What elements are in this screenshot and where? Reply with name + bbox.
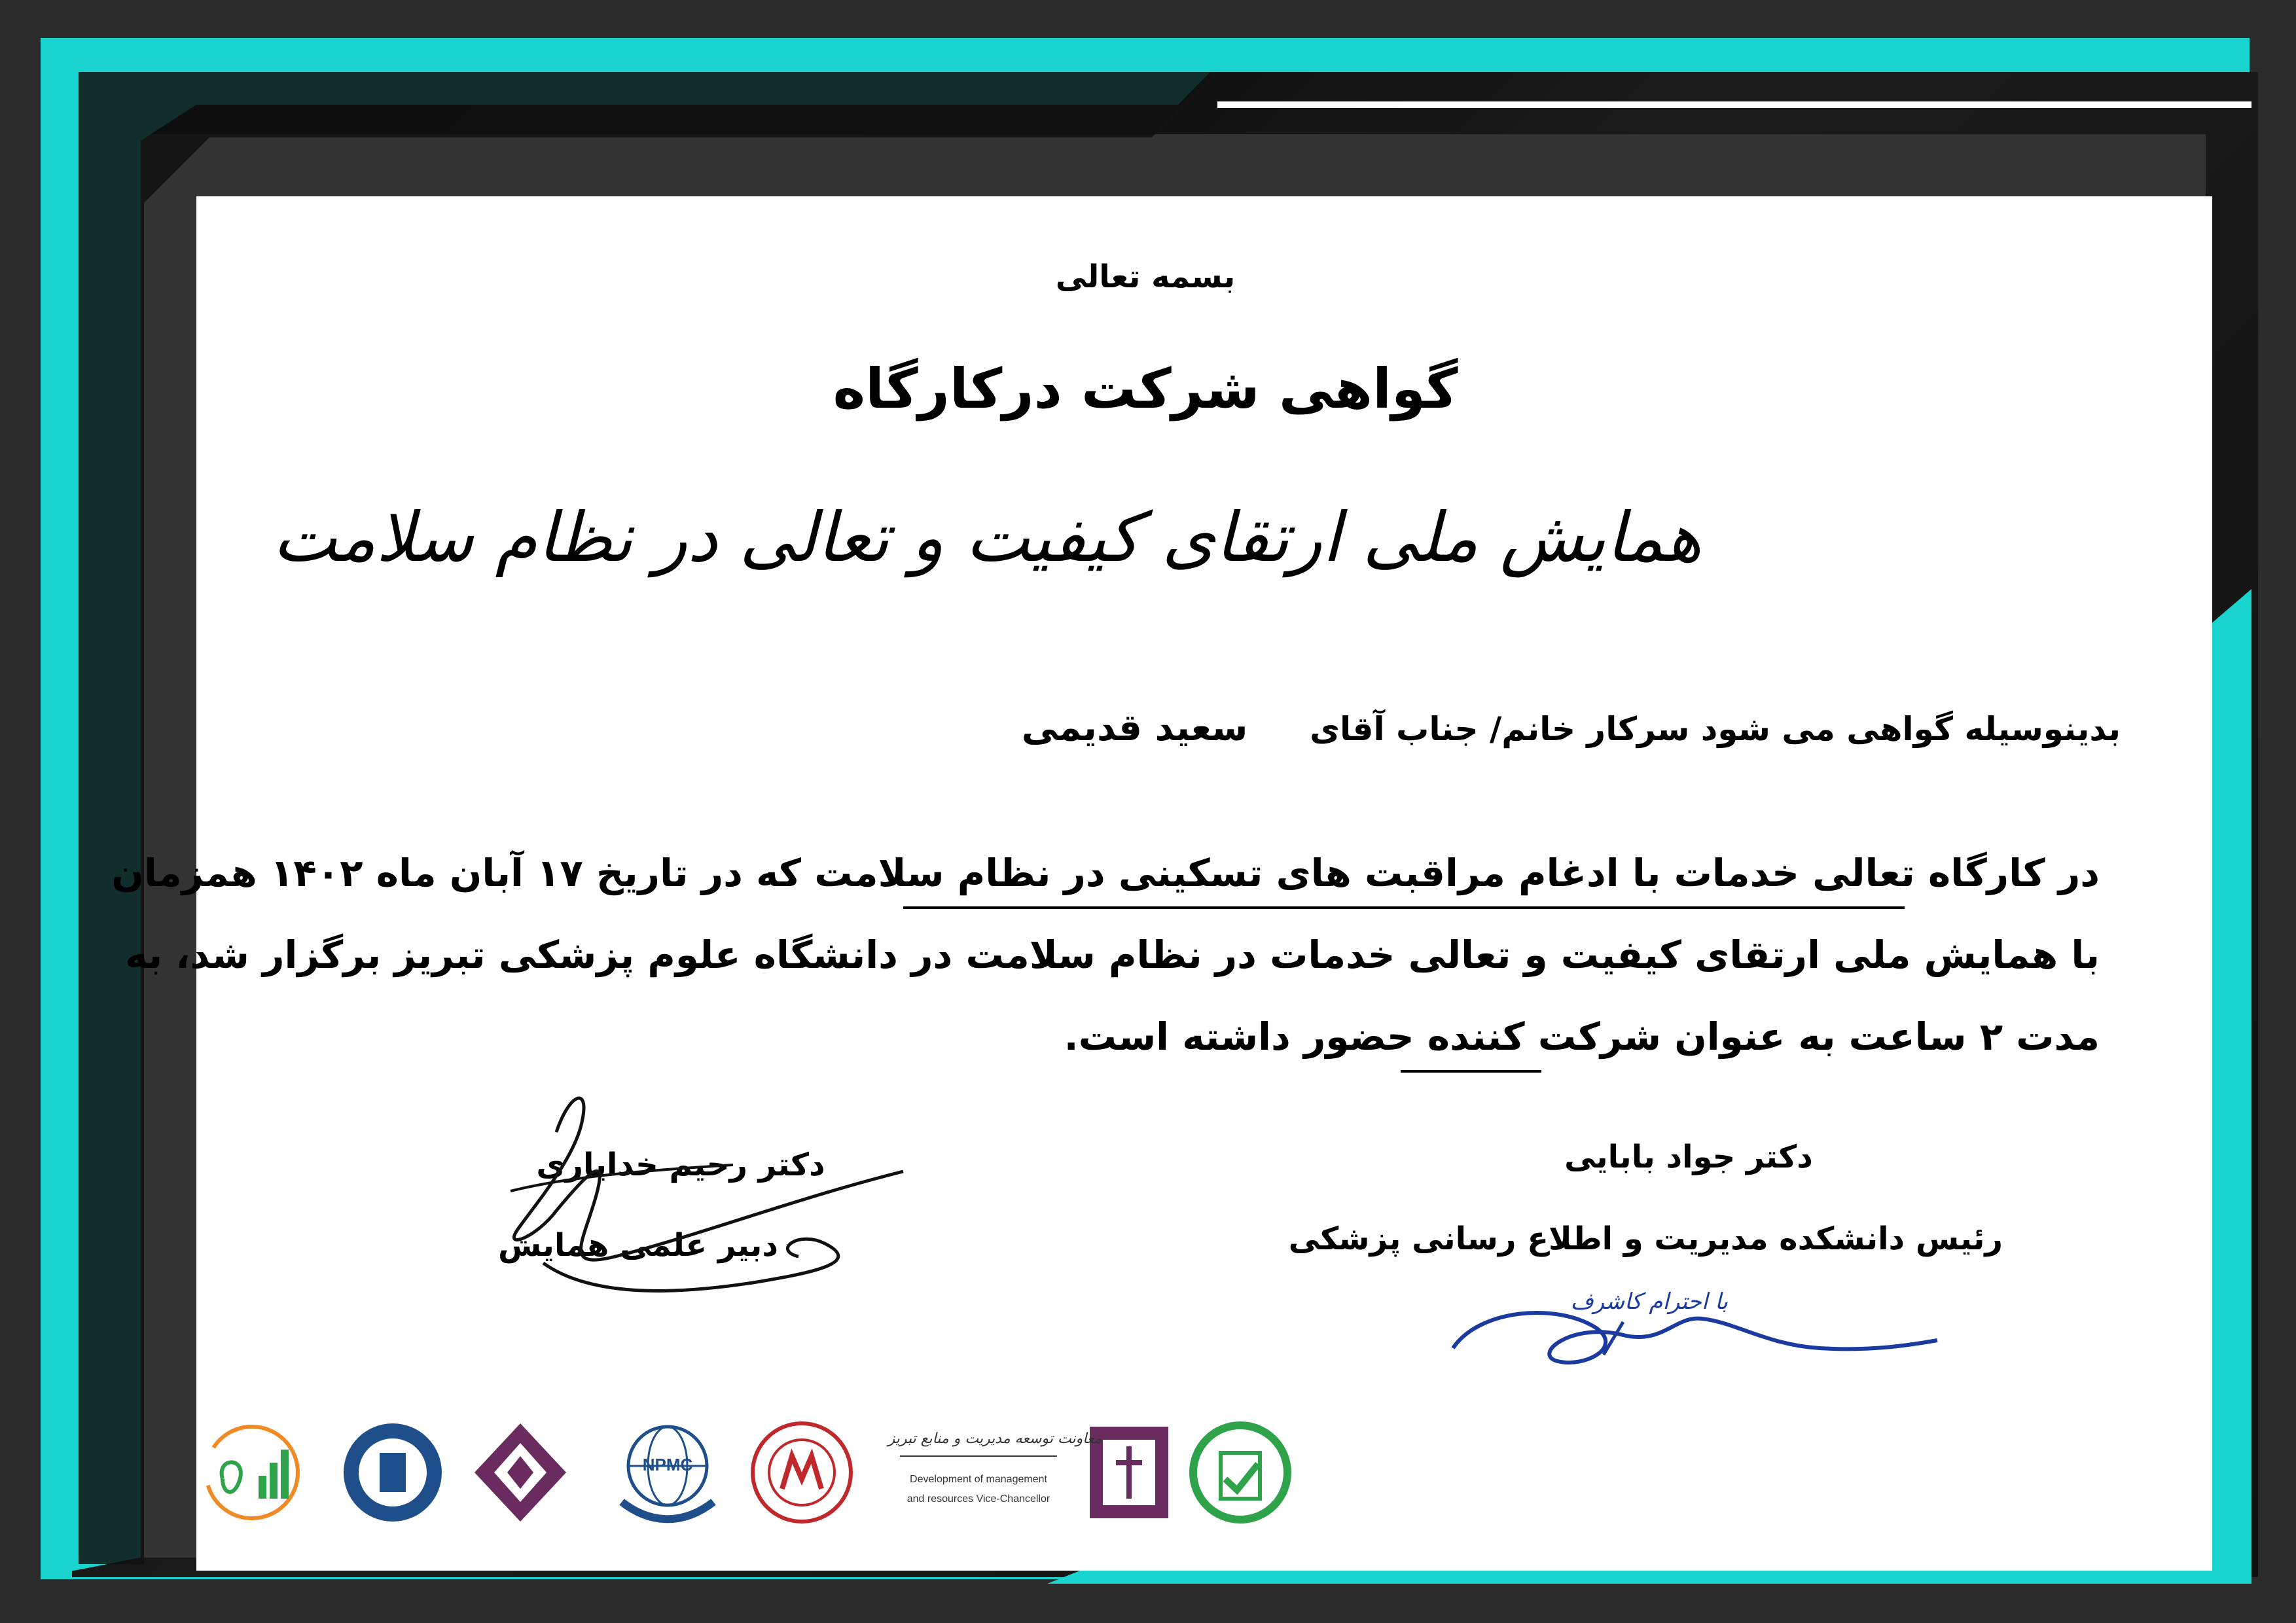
logo-growth-chart-icon [196, 1417, 308, 1528]
logo-vice-chancellor-en-2: and resources Vice-Chancellor [906, 1493, 1050, 1505]
body-line-3: مدت ۲ ساعت به عنوان شرکت کننده حضور داشته است. [1064, 1014, 2100, 1059]
conference-title: همایش ملی ارتقای کیفیت و تعالی در نظام سلامت [272, 497, 1702, 577]
signer-right-title: رئیس دانشکده مدیریت و اطلاع رسانی پزشکی [1288, 1221, 2003, 1257]
bismillah-heading: بسمه تعالی [1055, 259, 1236, 295]
body-line-1: در کارگاه تعالی خدمات با ادغام مراقبت های تسکینی در نظام سلامت که در تاریخ ۱۷ آبان ماه ۱۴۰۲ همزمان [111, 851, 2100, 895]
workshop-title-underline [903, 906, 1905, 909]
logo-red-emblem-icon [746, 1417, 857, 1528]
signer-right-name: دکتر جواد بابایی [1564, 1139, 1813, 1175]
signature-right-note: با احترام کاشرف [1570, 1289, 1728, 1315]
signature-right-scribble [1427, 1283, 1950, 1387]
logo-vice-chancellor-en-1: Development of management [910, 1474, 1047, 1485]
logo-green-check-icon [1185, 1417, 1296, 1528]
certificate-title: گواهی شرکت درکارگاه [833, 357, 1458, 421]
logo-vice-chancellor-development [888, 1417, 1102, 1528]
body-line-2: با همایش ملی ارتقای کیفیت و تعالی خدمات در نظام سلامت در دانشگاه علوم پزشکی تبریز برگزار شد، به [125, 933, 2100, 977]
logo-npmc-globe-icon [612, 1417, 723, 1528]
signature-left-scribble [458, 1080, 916, 1329]
signer-left-title: دبیر علمی همایش [497, 1227, 778, 1264]
logo-navy-seal-icon [337, 1417, 448, 1528]
duration-underline [1401, 1070, 1541, 1073]
certification-intro-text: بدینوسیله گواهی می شود سرکار خانم/ جناب آقای [1310, 710, 2121, 748]
signer-left-name: دکتر رحیم خدایاری [536, 1147, 825, 1183]
logo-npmc-text: NPMC [642, 1455, 693, 1474]
certification-intro [1021, 707, 2121, 749]
logo-purple-diamond-icon [465, 1417, 576, 1528]
recipient-name: سعید قدیمی [1021, 707, 1248, 749]
logo-vice-chancellor-fa: معاونت توسعه مدیریت و منابع تبریز [888, 1431, 1102, 1447]
